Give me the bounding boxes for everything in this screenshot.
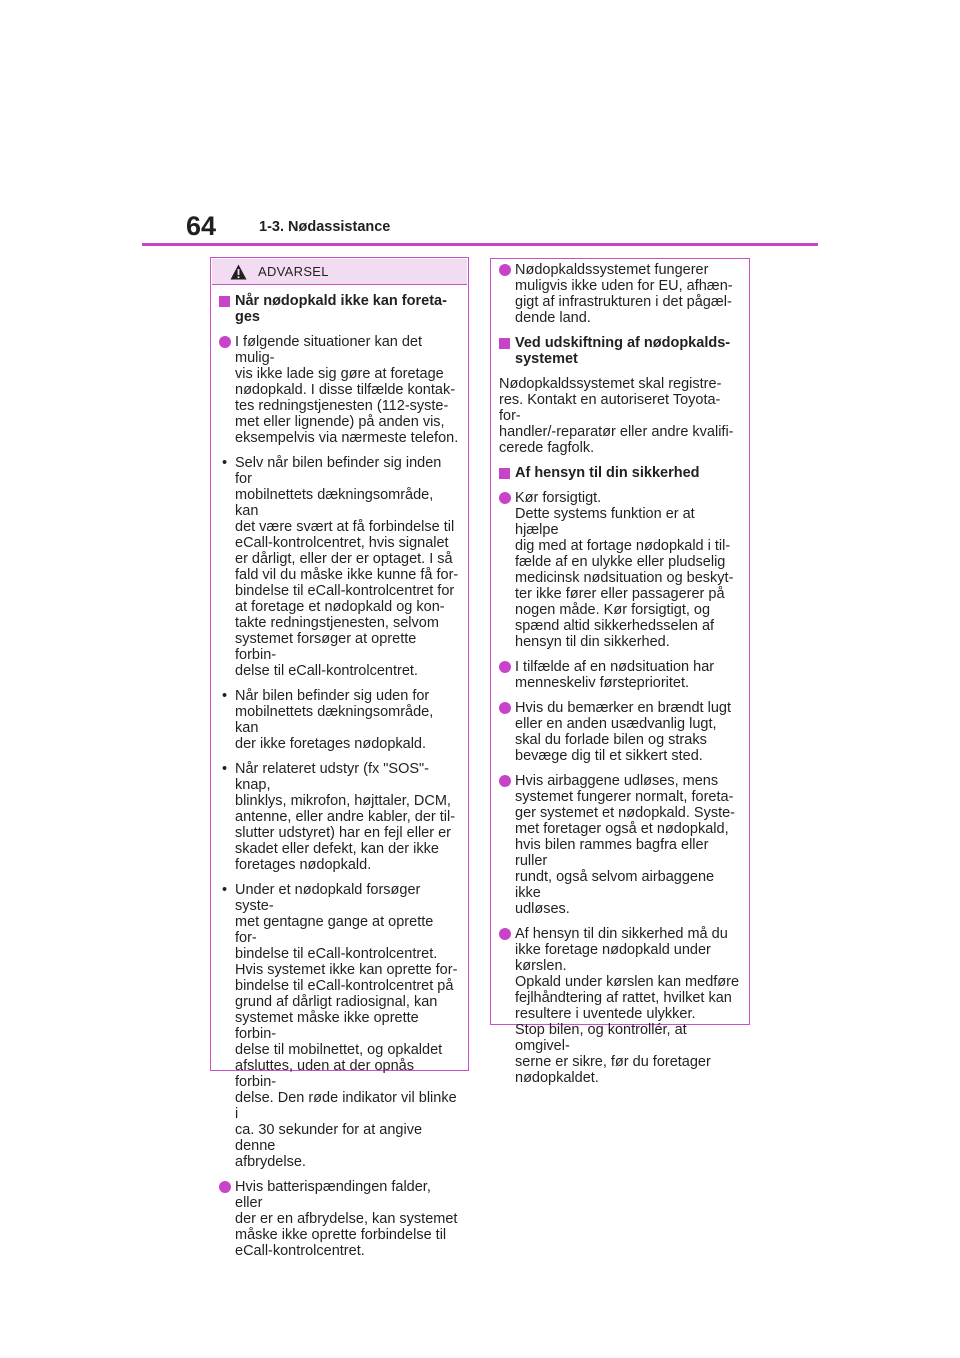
sub-list-item <box>219 688 459 752</box>
sub-list-item <box>219 761 459 873</box>
warning-box <box>210 257 469 1259</box>
header-rule <box>142 243 818 246</box>
warning-header <box>212 259 467 285</box>
warning-triangle-icon <box>230 264 247 280</box>
warning-box-continued <box>490 258 750 1086</box>
warning-label: ADVARSEL <box>258 264 329 279</box>
list-item-text: Hvis airbaggene udløses, mens systemet fungerer normalt, foreta- ger systemet et nødopkald. Syste- met foretager også et nødopkald, hvis bilen rammes bagfra eller ruller rundt, også selvom airbaggene ikke udløses. <box>515 773 736 917</box>
circle-bullet-icon <box>219 336 231 348</box>
section-heading <box>499 335 740 367</box>
page-number: 64 <box>186 211 217 241</box>
square-bullet-icon <box>219 296 230 307</box>
list-item-text: Hvis du bemærker en brændt lugt eller en anden usædvanlig lugt, skal du forlade bilen og straks bevæge dig til et sikkert sted. <box>515 700 731 764</box>
circle-bullet-icon <box>499 492 511 504</box>
list-item <box>499 700 740 764</box>
circle-bullet-icon <box>219 1181 231 1193</box>
list-item <box>219 1179 459 1259</box>
square-bullet-icon <box>499 338 510 349</box>
sub-list-item-text: Når relateret udstyr (fx "SOS"-knap, blinklys, mikrofon, højttaler, DCM, antenne, eller andre kabler, der til- slutter udstyret) har en fejl eller er skadet eller defekt, kan der ikke foretages nødopkald. <box>235 761 456 873</box>
heading-text: Ved udskiftning af nødopkalds- systemet <box>515 335 731 367</box>
section-title: 1-3. Nødassistance <box>259 219 391 235</box>
circle-bullet-icon <box>499 928 511 940</box>
dot-bullet-icon: • <box>222 882 228 898</box>
list-item-text: Hvis batterispændingen falder, eller der er en afbrydelse, kan systemet måske ikke oprette forbindelse til eCall-kontrolcentret. <box>235 1179 458 1259</box>
sub-list-item-text: Når bilen befinder sig uden for mobilnettets dækningsområde, kan der ikke foretages nødopkald. <box>235 688 434 752</box>
sub-list-item-text: Selv når bilen befinder sig inden for mobilnettets dækningsområde, kan det være svært at få forbindelse til eCall-kontrolcentret, hvis signalet er dårligt, eller der er optaget. I så fald vil du måske ikke kunne få for- bindelse til eCall-kontrolcentret for at foretage et nødopkald og kon- takte redningstjenesten, selvom systemet forsøger at oprette forbin- delse til eCall-kontrolcentret. <box>235 455 459 679</box>
list-item-text: Nødopkaldssystemet fungerer muligvis ikke uden for EU, afhæn- gigt af infrastrukturen i det pågæl- dende land. <box>515 262 733 326</box>
list-item-text: Af hensyn til din sikkerhed må du ikke foretage nødopkald under kørslen. Opkald under kørslen kan medføre fejlhåndtering af rattet, hvilket kan resultere i uventede ulykker. Stop bilen, og kontrollér, at omgivel- serne er sikre, før du foretager nødopkaldet. <box>515 926 740 1086</box>
circle-bullet-icon <box>499 775 511 787</box>
section-heading <box>499 465 740 481</box>
dot-bullet-icon: • <box>222 761 228 777</box>
heading-text: Når nødopkald ikke kan foreta- ges <box>235 293 447 325</box>
list-item-text: Kør forsigtigt. Dette systems funktion er at hjælpe dig med at fortage nødopkald i til- fælde af en ulykke eller pludselig medicinsk nødsituation og beskyt- ter ikke fører eller passagerer på nogen måde. Kør forsigtigt, og spænd altid sikkerhedsselen af hensyn til din sikkerhed. <box>515 490 734 650</box>
section-heading <box>219 293 459 325</box>
list-item-text: I tilfælde af en nødsituation har menneskeliv førsteprioritet. <box>515 659 715 691</box>
list-item <box>499 773 740 917</box>
dot-bullet-icon: • <box>222 688 228 704</box>
list-item <box>499 659 740 691</box>
heading-text: Af hensyn til din sikkerhed <box>515 465 700 481</box>
list-item <box>499 490 740 650</box>
circle-bullet-icon <box>499 264 511 276</box>
list-item-text: I følgende situationer kan det mulig- vis ikke lade sig gøre at foretage nødopkald. I disse tilfælde kontak- tes redningstjenesten (112-syste- met eller lignende) på anden vis, eksempelvis via nærmeste telefon. <box>235 334 459 446</box>
list-item <box>219 334 459 446</box>
sub-list-item <box>219 882 459 1170</box>
sub-list-item-text: Under et nødopkald forsøger syste- met gentagne gange at oprette for- bindelse til eCall-kontrolcentret. Hvis systemet ikke kan oprette for- bindelse til eCall-kontrolcentret på grund af dårligt radiosignal, kan systemet måske ikke oprette forbin- delse til mobilnettet, og opkaldet afsluttes, uden at der opnås forbin- delse. Den røde indikator vil blinke i ca. 30 sekunder for at angive denne afbrydelse. <box>235 882 458 1170</box>
dot-bullet-icon: • <box>222 455 228 471</box>
sub-list-item <box>219 455 459 679</box>
circle-bullet-icon <box>499 661 511 673</box>
circle-bullet-icon <box>499 702 511 714</box>
paragraph: Nødopkaldssystemet skal registre- res. Kontakt en autoriseret Toyota-for- handler/-reparatør eller andre kvalifi- cerede fagfolk. <box>499 376 734 456</box>
list-item <box>499 926 740 1086</box>
list-item <box>499 262 740 326</box>
square-bullet-icon <box>499 468 510 479</box>
